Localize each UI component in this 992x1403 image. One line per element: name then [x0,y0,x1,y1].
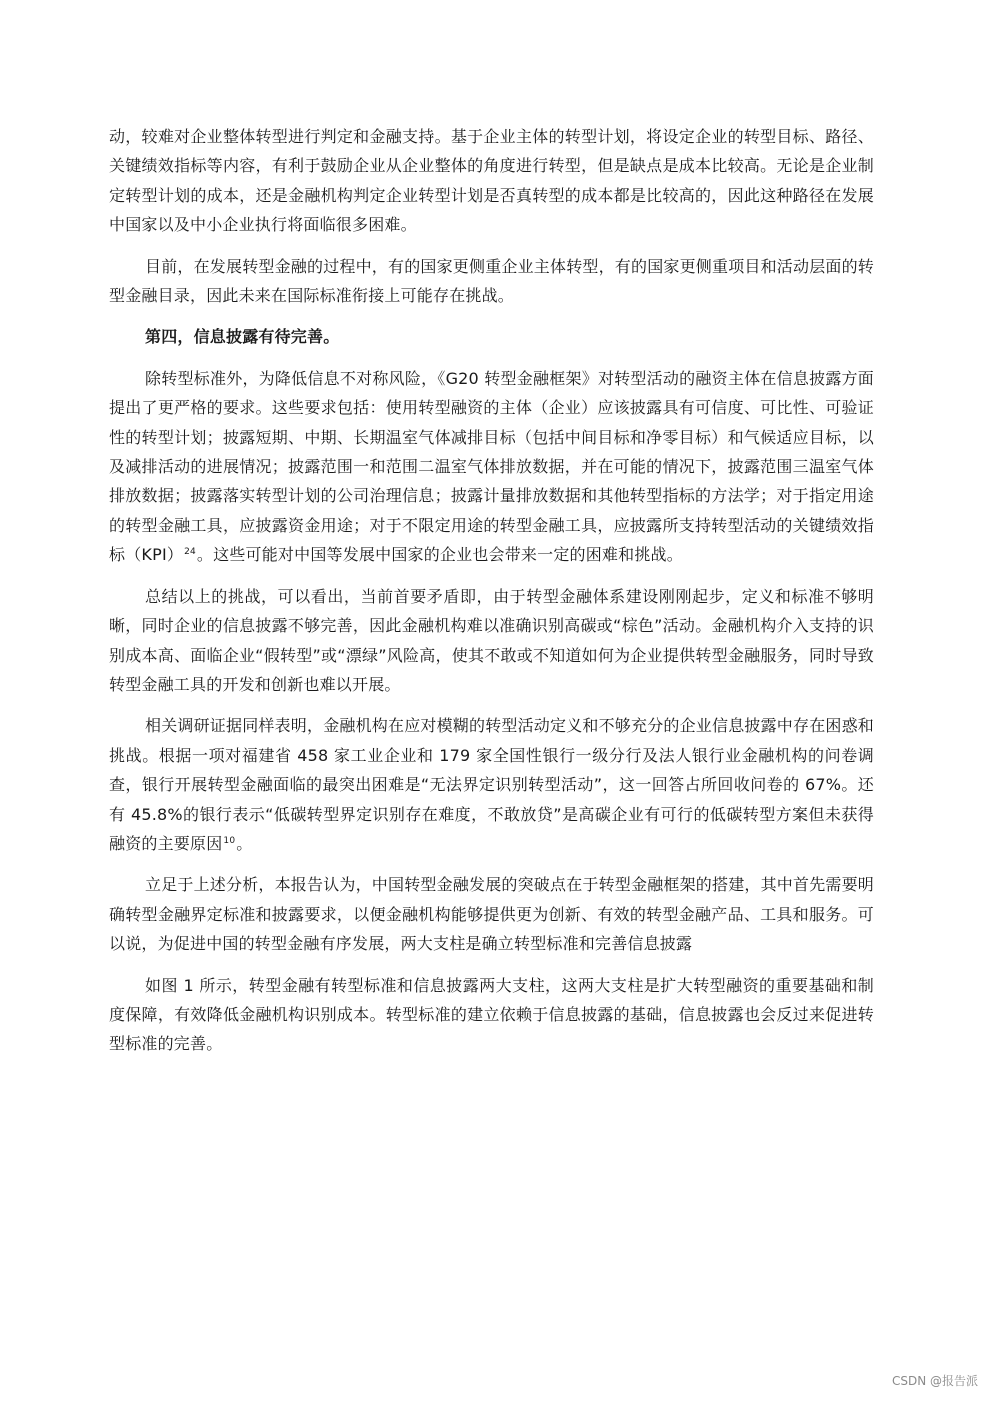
paragraph-2 [109,252,874,311]
footnote-ref-24[interactable]: 24 [184,546,196,557]
paragraph-1-text: 动，较难对企业整体转型进行判定和金融支持。基于企业主体的转型计划，将设定企业的转型目标、路径、关键绩效指标等内容，有利于鼓励企业从企业整体的角度进行转型，但是缺点是成本比较高。无论是企业制定转型计划的成本，还是金融机构判定企业转型计划是否真转型的成本都是比较高的，因此这种路径在发展中国家以及中小企业执行将面临很多困难。 [109,127,874,235]
paragraph-5-text: 总结以上的挑战，可以看出，当前首要矛盾即，由于转型金融体系建设刚刚起步，定义和标准不够明晰，同时企业的信息披露不够完善，因此金融机构难以准确识别高碳或“棕色”活动。金融机构介入支持的识别成本高、面临企业“假转型”或“漂绿”风险高，使其不敢或不知道如何为企业提供转型金融服务，同时导致转型金融工具的开发和创新也难以开展。 [109,586,874,694]
paragraph-6-text-b: 。 [236,833,253,853]
csdn-watermark: CSDN @报告派 [891,1374,978,1388]
document-body [109,122,874,1059]
paragraph-2-text: 目前，在发展转型金融的过程中，有的国家更侧重企业主体转型，有的国家更侧重项目和活动层面的转型金融目录，因此未来在国际标准衔接上可能存在挑战。 [109,256,875,306]
paragraph-4 [109,364,874,570]
paragraph-6-text-a: 相关调研证据同样表明，金融机构在应对模糊的转型活动定义和不够充分的企业信息披露中存在困惑和挑战。根据一项对福建省 458 家工业企业和 179 家全国性银行一级分行及法人银行业金融机构的问卷调查，银行开展转型金融面临的最突出困难是“无法界定识别转型活动”，这一回答占所回收问卷的 67%。还有 45.8%的银行表示“低碳转型界定识别存在难度，不敢放贷”是高碳企业有可行的低碳转型方案但未获得融资的主要原因 [109,716,875,853]
paragraph-6 [109,711,874,858]
paragraph-5 [109,582,874,700]
paragraph-4-text-a: 除转型标准外，为降低信息不对称风险，《G20 转型金融框架》对转型活动的融资主体在信息披露方面提出了更严格的要求。这些要求包括：使用转型融资的主体（企业）应该披露具有可信度、可比性、可验证性的转型计划；披露短期、中期、长期温室气体减排目标（包括中间目标和净零目标）和气候适应目标，以及减排活动的进展情况；披露范围一和范围二温室气体排放数据，并在可能的情况下，披露范围三温室气体排放数据；披露落实转型计划的公司治理信息；披露计量排放数据和其他转型指标的方法学；对于指定用途的转型金融工具，应披露资金用途；对于不限定用途的转型金融工具，应披露所支持转型活动的关键绩效指标（KPI） [109,368,874,565]
footnote-ref-10[interactable]: 10 [223,835,236,846]
paragraph-8 [109,971,874,1059]
paragraph-4-text-b: 。这些可能对中国等发展中国家的企业也会带来一定的困难和挑战。 [196,545,683,565]
paragraph-8-text: 如图 1 所示，转型金融有转型标准和信息披露两大支柱，这两大支柱是扩大转型融资的重要基础和制度保障，有效降低金融机构识别成本。转型标准的建立依赖于信息披露的基础，信息披露也会反过来促进转型标准的完善。 [109,975,874,1054]
paragraph-7-text: 立足于上述分析，本报告认为，中国转型金融发展的突破点在于转型金融框架的搭建，其中首先需要明确转型金融界定标准和披露要求，以便金融机构能够提供更为创新、有效的转型金融产品、工具和服务。可以说，为促进中国的转型金融有序发展，两大支柱是确立转型标准和完善信息披露 [109,875,875,954]
section-heading-text: 第四，信息披露有待完善。 [145,327,340,347]
paragraph-7 [109,870,874,958]
section-heading [109,322,874,351]
paragraph-1 [109,122,874,240]
